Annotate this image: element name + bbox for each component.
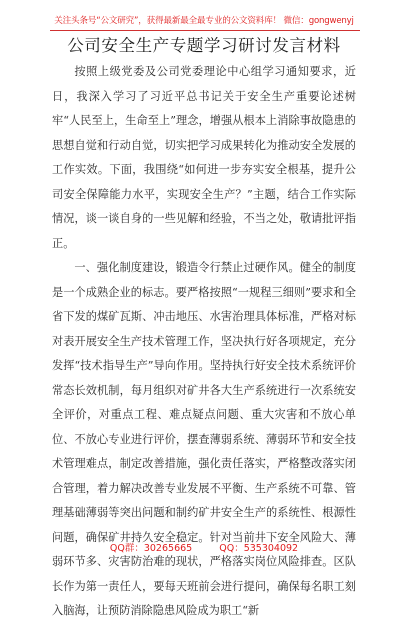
document-title: 公司安全生产专题学习研讨发言材料 xyxy=(67,36,341,55)
header-banner xyxy=(0,8,408,27)
paragraph-section-1: 一、强化制度建设，锻造令行禁止过硬作风。健全的制度是一个成熟企业的标志。要严格按照“一规程三细则”要求和全省下发的煤矿瓦斯、冲击地压、水害治理具体标准，严格对标对表开展安全生产技术管理工作，坚决执行好各项规定，充分发挥“技术指导生产”导向作用。坚持执行好安全技术系统评价常态长效机制，每月组织对矿井各大生产系统进行一次系统安全评价，对重点工程、难点疑点问题、重大灾害和不放心单位、不放心专业进行评价，摆查薄弱系统、薄弱环节和安全技术管理难点，制定改善措施，强化责任落实，严格整改落实闭合管理，着力解决改善专业发展不平衡、生产系统不可靠、管理基础薄弱等突出问题和制约矿井安全生产的系统性、根源性问题，确保矿井持久安全稳定。针对当前井下安全风险大、薄弱环节多、灾害防治难的现状，严格落实岗位风险排查。区队长作为第一责任人，要每天班前会进行提问，确保每名职工刻入脑海，让预防消除隐患风险成为职工“新 xyxy=(52,261,356,617)
footer-qq: QQ：535304092 xyxy=(219,543,299,554)
header-divider xyxy=(50,30,360,31)
header-note: 关注头条号“公文研究”，获得最新最全最专业的公文资料库！ 微信：gongwenyj xyxy=(54,16,354,26)
footer-qq-group: QQ群：30265665 xyxy=(109,543,193,554)
paragraph-intro: 按照上级党委及公司党委理论中心组学习通知要求，近日，我深入学习了习近平总书记关于安全生产重要论述树牢“人民至上，生命至上”理念，增强从根本上消除事故隐患的思想自觉和行动自觉，切实把学习成果转化为推动安全发展的工作实效。下面，我围绕“如何进一步夯实安全根基，提升公司安全保障能力水平，实现安全生产？”主题，结合工作实际情况，谈一谈自身的一些见解和经验，不当之处，敬请批评指正。 xyxy=(52,65,356,250)
document-body xyxy=(52,60,356,624)
footer-contact xyxy=(0,540,408,554)
